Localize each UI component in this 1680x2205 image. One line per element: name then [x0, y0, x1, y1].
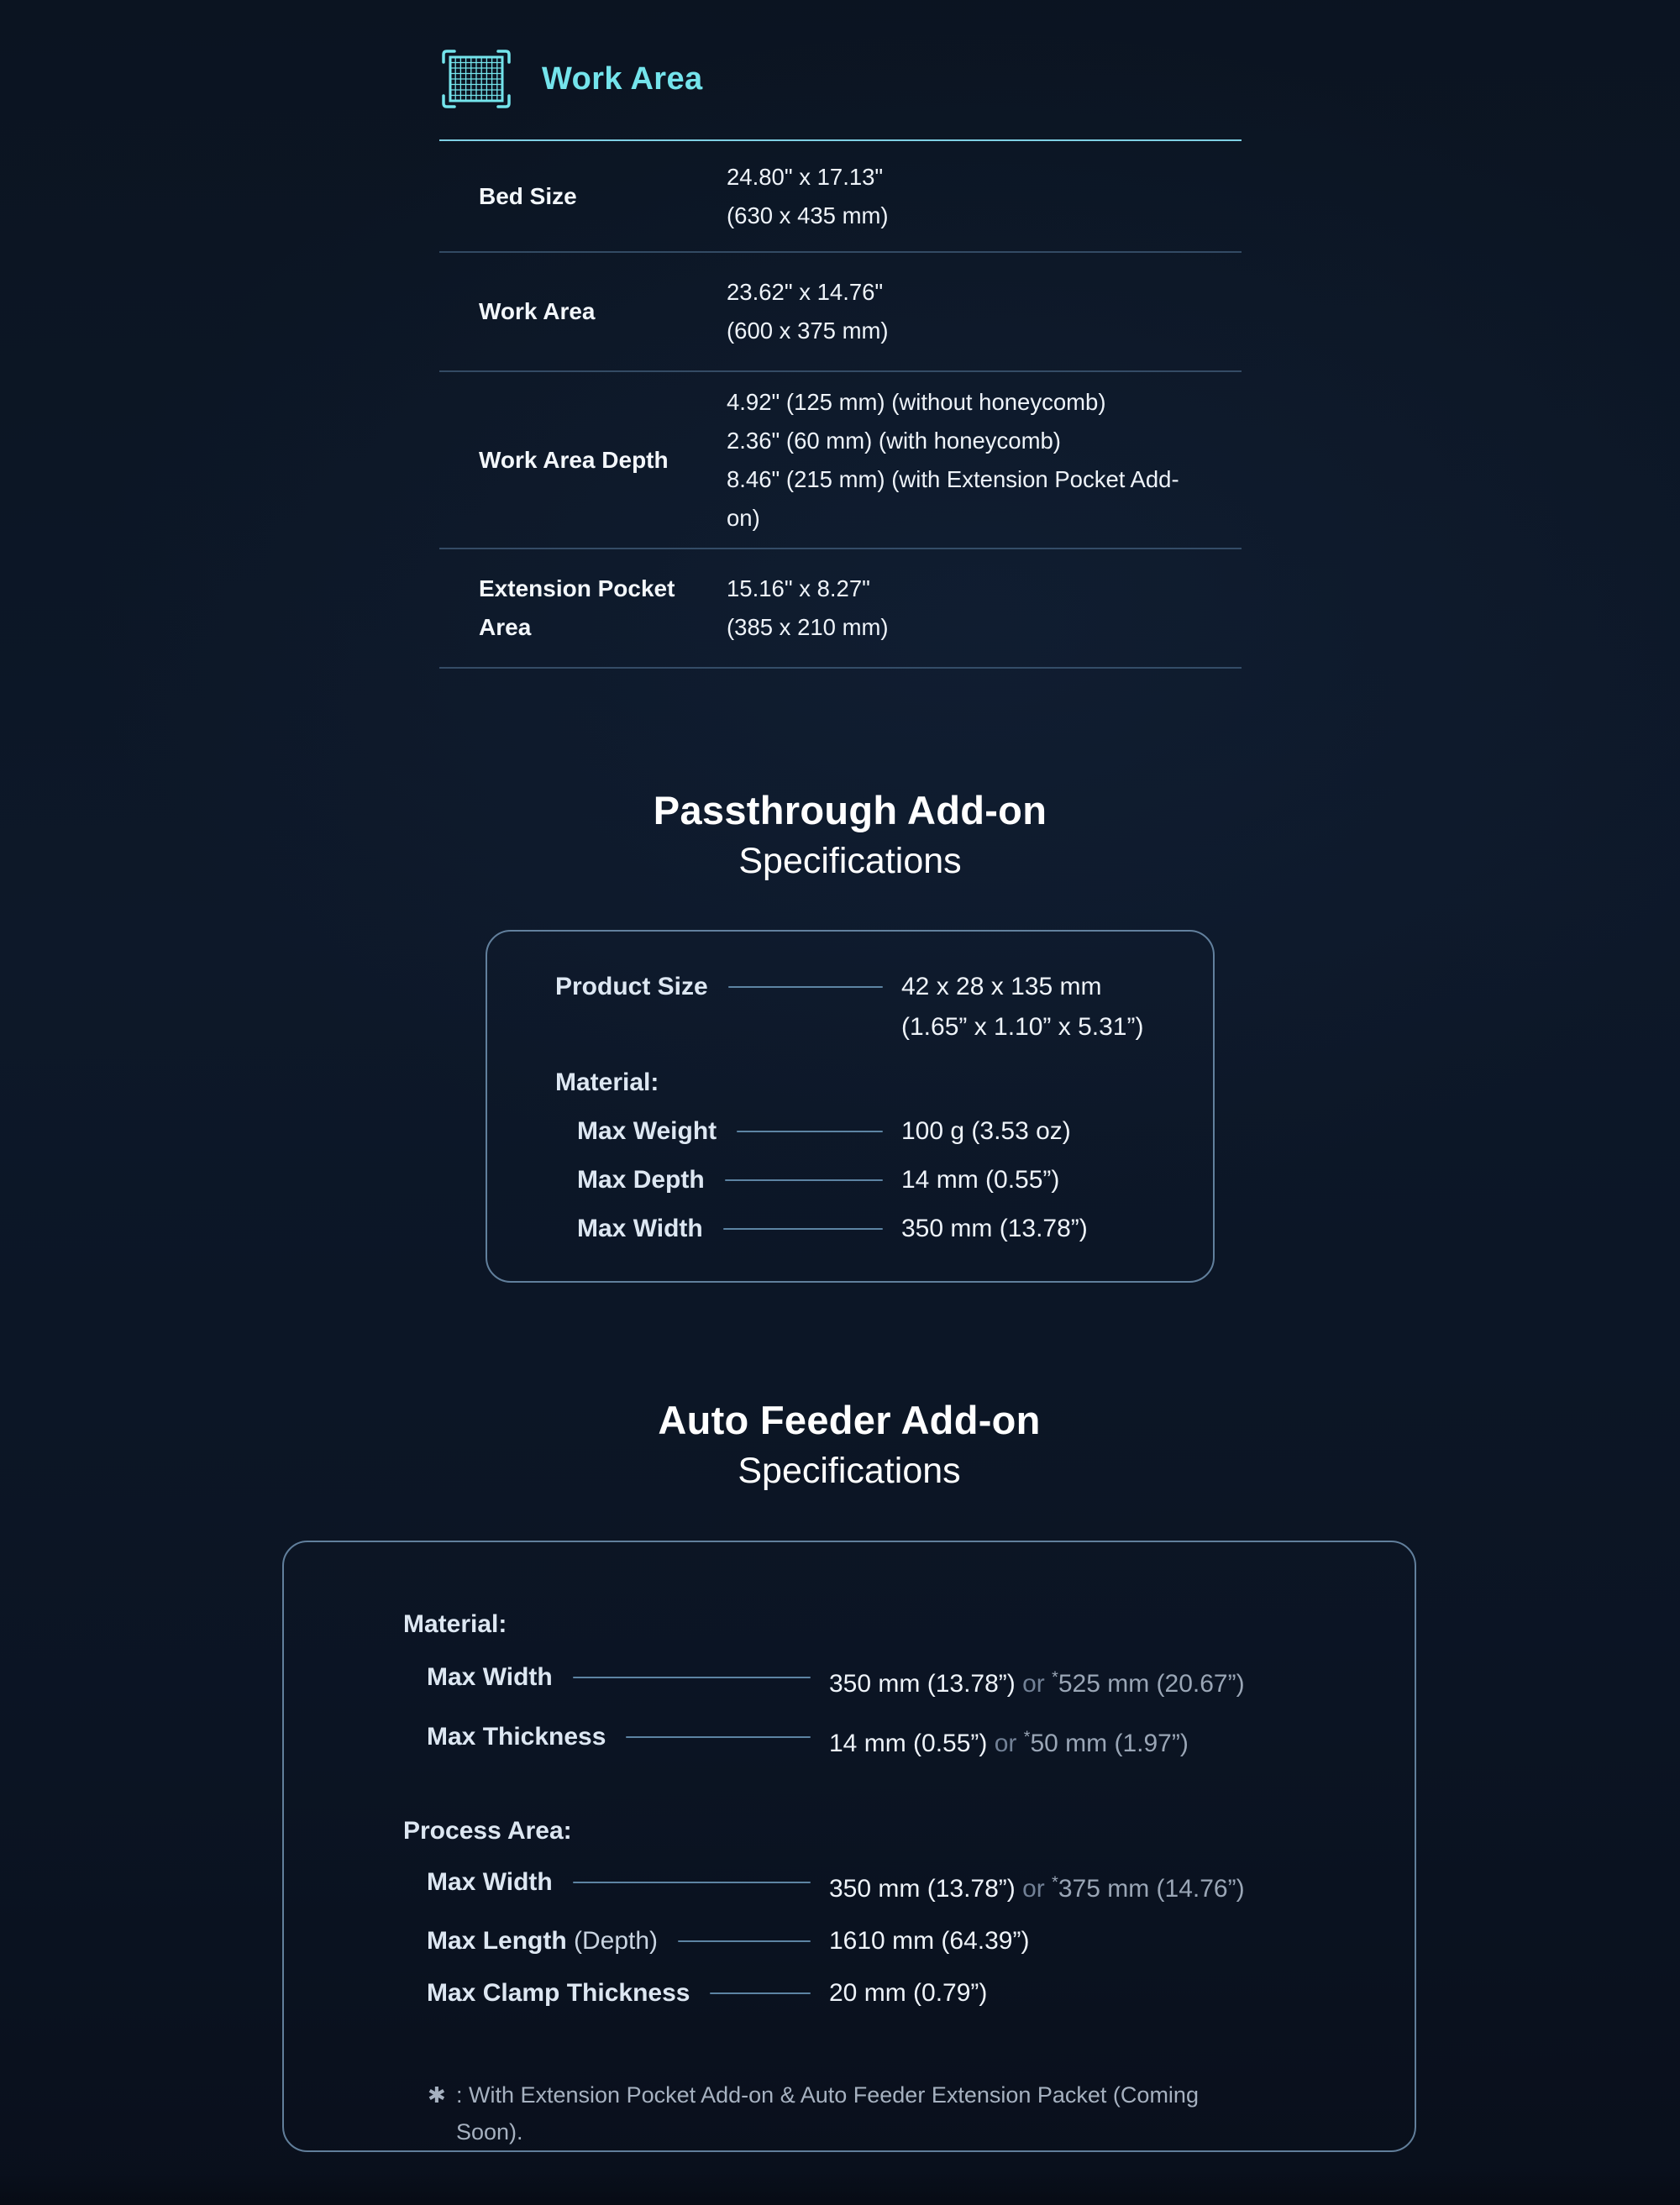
- row-value: 23.62" x 14.76" (600 x 375 mm): [727, 279, 889, 344]
- passthrough-heading: [417, 785, 1283, 885]
- spec-label: Max Width: [577, 1215, 703, 1242]
- row-label: Work Area Depth: [479, 446, 669, 473]
- spec-label: Max Weight: [577, 1117, 717, 1145]
- spec-row-max-width: [487, 1209, 1213, 1249]
- table-row-bed-size: [439, 141, 1242, 253]
- connector-line: [728, 986, 883, 988]
- spec-value: 42 x 28 x 135 mm (1.65” x 1.10” x 5.31”): [901, 973, 1144, 1041]
- spec-value: 14 mm (0.55”): [901, 1166, 1060, 1194]
- table-row-extension-pocket-area: [439, 549, 1242, 669]
- heading-line2: Specifications: [738, 1451, 961, 1491]
- spec-value: 14 mm (0.55”) or *50 mm (1.97”): [829, 1728, 1189, 1757]
- spec-value: 350 mm (13.78”) or *525 mm (20.67”): [829, 1668, 1245, 1698]
- connector-line: [725, 1179, 883, 1181]
- connector-line: [678, 1940, 811, 1942]
- spec-label: Product Size: [555, 973, 708, 1000]
- material-group-heading: Material:: [555, 1068, 659, 1096]
- alt-value: *50 mm (1.97”): [1023, 1728, 1189, 1757]
- row-label: Bed Size: [479, 182, 577, 209]
- row-label: Work Area: [479, 298, 596, 324]
- spec-value: 1610 mm (64.39”): [829, 1927, 1030, 1955]
- spec-value: 350 mm (13.78”): [901, 1215, 1088, 1242]
- connector-line: [573, 1677, 811, 1678]
- spec-label: Max Clamp Thickness: [427, 1979, 690, 2007]
- material-group-heading: Material:: [403, 1610, 507, 1638]
- process-area-group-heading: Process Area:: [403, 1817, 572, 1845]
- bottom-fade: [0, 2171, 1680, 2205]
- heading-line1: Auto Feeder Add-on: [658, 1398, 1041, 1442]
- spec-row-product-size: [487, 967, 1213, 1047]
- spec-value: 20 mm (0.79”): [829, 1979, 988, 2007]
- spec-label: Max Depth: [577, 1166, 705, 1194]
- or-word: or: [1022, 1670, 1045, 1698]
- row-value: 24.80" x 17.13" (630 x 435 mm): [727, 163, 889, 228]
- passthrough-spec-box: [486, 930, 1215, 1283]
- spec-label: Max Thickness: [427, 1723, 606, 1751]
- row-value: 15.16" x 8.27" (385 x 210 mm): [727, 575, 889, 640]
- connector-line: [710, 1992, 811, 1994]
- footnote: [284, 2076, 1415, 2150]
- auto-feeder-spec-box: [282, 1541, 1416, 2152]
- spec-row-process-max-width: [284, 1862, 1415, 1909]
- connector-line: [626, 1736, 811, 1738]
- row-value: 4.92" (125 mm) (without honeycomb) 2.36" (60 mm) (with honeycomb) 8.46" (215 mm) (with Extension Pocket Add-on): [727, 388, 1179, 531]
- or-word: or: [1022, 1875, 1045, 1903]
- alt-value: *375 mm (14.76”): [1052, 1873, 1245, 1903]
- work-area-title: Work Area: [542, 60, 703, 97]
- spec-label: Max Width: [427, 1868, 553, 1896]
- spec-row-max-clamp-thickness: [284, 1973, 1415, 2013]
- spec-row-max-depth: [487, 1160, 1213, 1200]
- row-label: Extension Pocket Area: [479, 575, 675, 640]
- work-area-grid-icon: [441, 49, 512, 109]
- spec-row-material-max-width: [284, 1657, 1415, 1704]
- label-suffix: (Depth): [574, 1927, 659, 1955]
- auto-feeder-heading: [417, 1394, 1282, 1495]
- work-area-header: [439, 46, 1242, 141]
- table-row-work-area: [439, 253, 1242, 372]
- spec-value: 100 g (3.53 oz): [901, 1117, 1071, 1145]
- spec-value: 350 mm (13.78”) or *375 mm (14.76”): [829, 1873, 1245, 1903]
- connector-line: [573, 1882, 811, 1883]
- connector-line: [723, 1228, 883, 1230]
- heading-line1: Passthrough Add-on: [653, 788, 1047, 832]
- heading-line2: Specifications: [738, 841, 962, 881]
- spec-label: Max Length (Depth): [427, 1927, 659, 1955]
- alt-value: *525 mm (20.67”): [1052, 1668, 1245, 1698]
- asterisk-icon: ✱: [428, 2082, 446, 2108]
- spec-row-max-length: [284, 1921, 1415, 1961]
- work-area-section: [439, 46, 1242, 669]
- spec-row-max-weight: [487, 1111, 1213, 1152]
- or-word: or: [994, 1730, 1017, 1757]
- spec-label: Max Width: [427, 1663, 553, 1691]
- table-row-work-area-depth: [439, 372, 1242, 549]
- connector-line: [737, 1131, 883, 1132]
- footnote-text: : With Extension Pocket Add-on & Auto Feeder Extension Packet (Coming Soon).: [456, 2082, 1199, 2145]
- spec-row-material-max-thickness: [284, 1717, 1415, 1764]
